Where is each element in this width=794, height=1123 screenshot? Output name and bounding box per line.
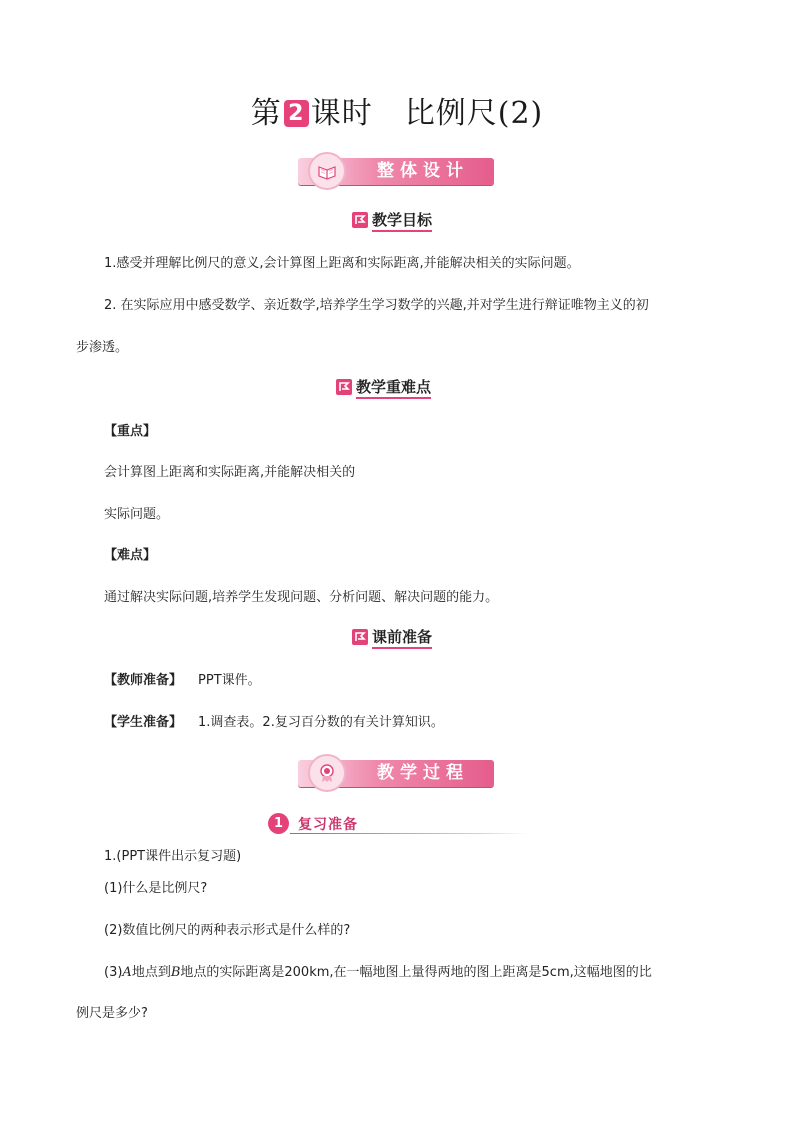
goal-item-2-line-1: 2. 在实际应用中感受数学、亲近数学,培养学生学习数学的兴趣,并对学生进行辩证唯物主义的初: [104, 298, 649, 313]
teacher-preparation: [104, 672, 261, 690]
title-suffix: 课时: [310, 96, 373, 131]
preparation-heading: 课前准备: [352, 626, 432, 648]
flag-icon: [352, 629, 368, 645]
page-title: [0, 88, 794, 132]
student-prep-text: 1.调查表。2.复习百分数的有关计算知识。: [198, 715, 444, 730]
student-preparation: [104, 714, 444, 732]
focus-text-line-1: 会计算图上距离和实际距离,并能解决相关的: [104, 465, 356, 480]
student-prep-label: 【学生准备】: [104, 715, 183, 730]
overall-design-banner: [298, 158, 494, 185]
review-question-3-line-1: (3)A地点到B地点的实际距离是200km,在一幅地图上量得两地的图上距离是5cm,这幅地图的比: [104, 965, 652, 980]
difficulty-text: 通过解决实际问题,培养学生发现问题、分析问题、解决问题的能力。: [104, 590, 499, 605]
step-title: 复习准备: [298, 817, 358, 833]
teacher-prep-label: 【教师准备】: [104, 673, 183, 688]
review-question-2: (2)数值比例尺的两种表示形式是什么样的?: [104, 923, 351, 938]
flag-icon: [336, 379, 352, 395]
focus-label: 【重点】: [104, 424, 157, 439]
goal-item-1: 1.感受并理解比例尺的意义,会计算图上距离和实际距离,并能解决相关的实际问题。: [104, 256, 580, 271]
review-question-1: (1)什么是比例尺?: [104, 881, 208, 896]
lesson-number-badge: 2: [284, 100, 309, 127]
focus-text-line-2: 实际问题。: [104, 507, 170, 522]
step-review-heading: [268, 813, 530, 835]
flag-icon: [352, 212, 368, 228]
teacher-prep-text: PPT课件。: [198, 673, 261, 688]
goal-item-2-line-2: 步渗透。: [76, 340, 129, 355]
banner-label: 整体设计: [377, 161, 469, 181]
teaching-goals-heading: 教学目标: [352, 209, 432, 231]
point-b: B: [170, 965, 181, 980]
review-intro: 1.(PPT课件出示复习题): [104, 849, 242, 864]
banner-label: 教学过程: [377, 763, 469, 783]
step-underline: [290, 833, 528, 834]
title-prefix: 第: [250, 96, 282, 131]
lesson-name: 比例尺(2): [404, 96, 544, 131]
review-question-3-line-2: 例尺是多少?: [76, 1006, 148, 1021]
difficulty-label: 【难点】: [104, 548, 157, 563]
key-points-heading: 教学重难点: [336, 376, 431, 398]
step-number: 1: [268, 813, 289, 834]
teaching-process-banner: [298, 760, 494, 787]
medal-icon: [308, 754, 346, 792]
point-a: A: [122, 965, 132, 980]
book-icon: [308, 152, 346, 190]
